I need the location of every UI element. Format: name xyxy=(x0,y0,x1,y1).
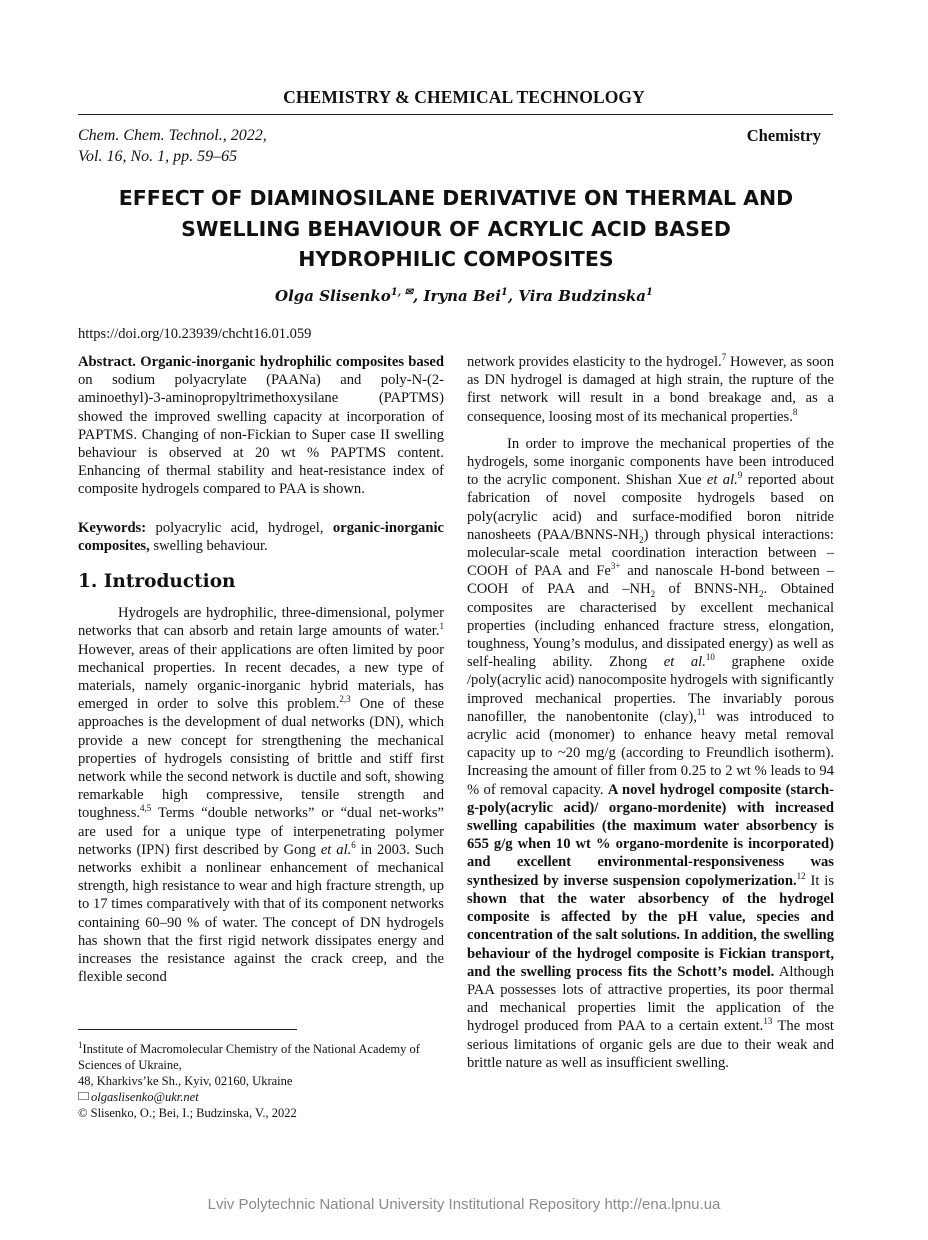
reference-mark: 12 xyxy=(796,870,806,881)
body-text: reported about fabrication of novel composite hydrogels based on poly(acrylic acid) and surface-modified boron nitride nanosheets (PAA/BNNS-NH xyxy=(467,472,834,543)
body-paragraph xyxy=(467,435,834,1072)
body-text: It is xyxy=(810,872,834,889)
repository-footer: Lviv Polytechnic National University Institutional Repository http://ena.lpnu.ua xyxy=(207,1196,721,1213)
reference-mark: 9 xyxy=(737,470,743,481)
author-affiliation-mark: 1 xyxy=(500,287,508,298)
doi-link[interactable]: https://doi.org/10.23939/chcht16.01.059 xyxy=(78,326,312,342)
footnote-text: Institute of Macromolecular Chemistry of the National Academy of Sciences of Ukraine, xyxy=(78,1042,420,1072)
body-text: The most serious limitations of organic gels are due to their weak and brittle nature as well as insufficient swelling. xyxy=(467,1018,834,1071)
journal-name: CHEMISTRY & CHEMICAL TECHNOLOGY xyxy=(283,87,645,107)
body-text: However, as soon as DN hydrogel is damaged at high strain, the rupture of the first network will result in a bond breakage and, as a consequence, loosing most of its mechanical properties. xyxy=(467,354,834,425)
author-name: Iryna Bei xyxy=(423,287,501,305)
et-al: et al. xyxy=(706,472,738,489)
keywords-text: swelling behaviour. xyxy=(153,537,268,554)
copyright: © Slisenko, O.; Bei, I.; Budzinska, V., 2022 xyxy=(78,1106,297,1120)
body-paragraph xyxy=(467,353,834,426)
header-rule xyxy=(78,114,833,115)
footnote-address: 48, Kharkivs’ke Sh., Kyiv, 02160, Ukraine xyxy=(78,1074,293,1088)
keywords-bold: organic-inorganic composites, xyxy=(78,519,444,554)
superscript: 3+ xyxy=(610,561,621,572)
body-text: One of these approaches is the development of dual networks (DN), which provide a new concept for strengthening the mechanical properties of hydrogels consisting of brittle and stiff first network while the second network is ductile and soft, showing remarkable high compressive, tensile strength and toughness. xyxy=(78,696,444,822)
citation xyxy=(78,125,267,167)
right-column xyxy=(467,353,834,1072)
envelope-icon xyxy=(78,1092,89,1100)
body-text: Terms “double networks” or “dual net-works” are used for a unique type of interpenetrating polymer networks (IPN) first described by Gong xyxy=(78,805,444,858)
left-column xyxy=(78,353,444,987)
body-text: graphene oxide /poly(acrylic acid) nanocomposite hydrogels with significantly improved mechanical properties. The invariably porous nanofiller, the nanobentonite (clay), xyxy=(467,654,834,725)
keywords-label: Keywords: xyxy=(78,519,147,536)
reference-mark: 7 xyxy=(721,352,727,363)
subscript: 2 xyxy=(758,589,764,600)
author-affiliation-mark: 1 xyxy=(646,287,653,298)
abstract-bold-text: Organic-inorganic hydrophilic composites based xyxy=(140,354,444,370)
body-text: ) through physical interactions: molecular-scale metal coordination interaction between –COOH of PAA and Fe xyxy=(467,526,834,580)
abstract-text: on sodium polyacrylate (PAANa) and poly-N-(2-aminoethyl)-3-aminopropyltrimethoxysilane (PAPTMS) showed the improved swelling capacity at incorporation of PAPTMS. Changing of non-Fickian to Super case II swelling behaviour is observed at 20 wt % PAPTMS content. Enhancing of thermal stability and heat-resistance index of composite hydrogels compared to PAA is shown. xyxy=(78,372,444,498)
footnote-email-line xyxy=(78,1089,448,1105)
abstract-label: Abstract. xyxy=(78,354,136,370)
et-al: et al. xyxy=(663,654,706,671)
bold-text: shown that the water absorbency of the hydrogel composite is affected by the pH value, species and concentration of the salt solutions. In addition, the swelling behaviour of the hydrogel composite is Fickian transport, and the swelling process fits the Schott’s model. xyxy=(467,890,834,980)
keywords xyxy=(78,519,444,555)
section-heading: 1. Introduction xyxy=(78,571,236,593)
footnote-rule xyxy=(78,1029,297,1030)
reference-mark: 11 xyxy=(696,707,706,717)
body-text: in 2003. Such networks exhibit a nonlinear enhancement of mechanical strength, high resistance to wear and high fracture strength, up to 17 times comparatively with that of its component networks containing 60–90 % of water. The concept of DN hydrogels has shown that the first rigid network dissipates energy and increases the resistance against the crack creep, and the flexible second xyxy=(78,841,444,986)
article-title: EFFECT OF DIAMINOSILANE DERIVATIVE ON THERMAL AND SWELLING BEHAVIOUR OF ACRYLIC ACID BASED HYDROPHILIC COMPOSITES xyxy=(118,186,794,271)
reference-mark: 2,3 xyxy=(339,694,351,705)
body-text: . Obtained composites are characterised by excellent mechanical properties (including enhanced fracture stress, elongation, toughness, Young’s modulus, and dissipated energy) as well as self-healing ability. Zhong xyxy=(467,581,834,671)
reference-mark: 1 xyxy=(439,621,444,632)
email-link[interactable]: olgaslisenko@ukr.net xyxy=(91,1090,199,1104)
body-text: Hydrogels are hydrophilic, three-dimensional, polymer networks that can absorb and retain large amounts of water. xyxy=(78,605,444,640)
subscript: 2 xyxy=(639,534,644,545)
author-affiliation-mark: 1, ✉ xyxy=(390,287,414,298)
section-label: Chemistry xyxy=(746,126,821,145)
et-al: et al. xyxy=(320,841,352,858)
footnote-mark: 1 xyxy=(78,1039,83,1050)
reference-mark: 4,5 xyxy=(140,803,152,814)
reference-mark: 13 xyxy=(763,1016,773,1027)
body-text: network provides elasticity to the hydrogel. xyxy=(467,354,722,370)
body-text: Although PAA possesses lots of attractive properties, its poor thermal and mechanical properties limit the application of the hydrogel produced from PAA to a certain extent. xyxy=(467,963,835,1035)
reference-mark: 8 xyxy=(792,406,798,417)
author-name: Olga Slisenko xyxy=(275,287,391,305)
abstract xyxy=(78,353,444,499)
reference-mark: 10 xyxy=(705,652,715,663)
body-text: and nanoscale H-bond between –COOH of PAA and –NH xyxy=(467,563,834,598)
author-name: Vira Budzinska xyxy=(518,287,646,305)
footnote-affiliation xyxy=(78,1041,448,1073)
reference-mark: 6 xyxy=(351,840,356,851)
body-text: was introduced to acrylic acid (monomer) to enhance heavy metal removal capacity up to ~20 mg/g (according to Freundlich isotherm). Increasing the amount of filler from 0.25 to 2 wt % leads to 94 % of removal capacity. xyxy=(467,708,834,798)
body-text: In order to improve the mechanical properties of the hydrogels, some inorganic components have been introduced to the acrylic component. Shishan Xue xyxy=(467,435,834,489)
bold-text: A novel hydrogel composite (starch-g-poly(acrylic acid)/ organo-mordenite) with increased swelling capabilities (the maximum water absorbency is 655 g/g when 10 wt % organo-mordenite is incorporated) and excellent environmental-responsiveness was synthesized by inverse suspension copolymerization. xyxy=(467,781,835,889)
body-text: of BNNS-NH xyxy=(668,581,759,598)
footnote xyxy=(78,1041,448,1121)
keywords-text: polyacrylic acid, hydrogel, xyxy=(155,519,324,536)
intro-paragraph xyxy=(78,604,444,986)
citation-line-2: Vol. 16, No. 1, pp. 59‒65 xyxy=(78,148,238,165)
body-text: However, areas of their applications are often limited by poor mechanical properties. In recent decades, a new type of materials, namely organic-inorganic hybrid materials, has emerged in order to solve this problem. xyxy=(78,641,444,713)
citation-line-1: Chem. Chem. Technol., 2022, xyxy=(78,127,267,144)
subscript: 2 xyxy=(650,589,656,600)
author-list: Olga Slisenko$^{1, ✉}$, Iryna Bei$^1$, Vira Budzinska$^1$ xyxy=(275,287,653,305)
